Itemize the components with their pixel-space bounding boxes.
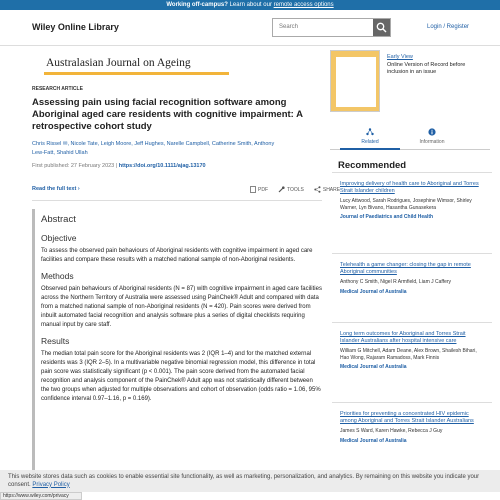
sidebar-tabs xyxy=(330,128,490,150)
browser-status-url: https://www.wiley.com/privacy xyxy=(0,492,82,500)
read-full-text-link[interactable]: Read the full text › xyxy=(32,186,80,192)
search-input[interactable] xyxy=(272,18,391,37)
recommended-item-authors: William G Mitchell, Adam Deane, Alex Brown, Shailesh Bihari, Hao Wong, Rajaram Ramadoss, Mark Finnis xyxy=(340,348,477,361)
recommended-item-authors: Anthony C Smith, Nigel R Armfield, Liam J Caffery xyxy=(340,279,452,285)
search-placeholder: Search xyxy=(279,24,299,30)
tab-information[interactable] xyxy=(402,128,462,145)
tab-related[interactable] xyxy=(340,128,400,150)
site-brand[interactable]: Wiley Online Library xyxy=(32,22,119,32)
methods-heading: Methods xyxy=(41,271,74,281)
objective-text: To assess the observed pain behaviours of Aboriginal residents with cognitive impairment in aged care facilities and compare these results with a matched national sample of non-Aboriginal residents. xyxy=(41,248,313,263)
recommended-item-authors: Lucy Attwood, Sarah Rodrigues, Josephine Wimsor, Shirley Warner, Lyn Bivano, Hasantha Gunasekera xyxy=(340,198,472,211)
article-type: RESEARCH ARTICLE xyxy=(32,86,83,92)
share-label: SHARE xyxy=(322,186,341,193)
share-icon xyxy=(314,186,321,193)
publication-info: First published: 27 February 2023 | https://doi.org/10.1111/ajag.13170 xyxy=(32,163,206,169)
article-tools xyxy=(250,186,340,193)
off-campus-text: Learn about our xyxy=(227,2,274,8)
divider xyxy=(32,200,322,201)
results-text: The median total pain score for the Aboriginal residents was 2 (IQR 1–4) and for the matched external residents was 3 (IQR 2–5). In a multivariable negative binomial regression model, this difference in total pain score was statistically significant (p < 0.001). The pain score derived from the automated facial recognition and analysis component of the PainChek® Adult app was not statistically different between the two groups when adjusted for multiple observations and cohort of observation (odds ratio = 1.06, 95% confidence interval 0.97–1.16, p = 0.169). xyxy=(41,351,321,402)
cover-inner xyxy=(336,57,376,107)
recommended-item-journal: Medical Journal of Australia xyxy=(340,364,407,370)
login-register-link[interactable]: Login / Register xyxy=(427,24,470,30)
share-button[interactable] xyxy=(314,186,340,193)
recommended-item-journal: Medical Journal of Australia xyxy=(340,437,407,444)
journal-accent-bar xyxy=(44,72,229,75)
off-campus-banner xyxy=(0,0,500,10)
recommended-item-title[interactable]: Long term outcomes for Aboriginal and Torres Strait Islander Australians after hospital intensive care xyxy=(340,331,466,344)
site-header xyxy=(0,10,500,46)
recommended-item-title[interactable]: Improving delivery of health care to Aboriginal and Torres Strait Islander children xyxy=(340,181,479,194)
pdf-button[interactable] xyxy=(250,186,268,193)
cookie-text: This website stores data such as cookies to enable essential site functionality, as well as marketing, personalization, and analytics. By remaining on this website you indicate your consent. xyxy=(8,474,480,488)
share-nodes-icon xyxy=(366,128,374,136)
tools-label: TOOLS xyxy=(287,186,304,193)
first-published: First published: 27 February 2023 xyxy=(32,163,115,169)
recommended-item-title[interactable]: Telehealth a game changer: closing the gap in remote Aboriginal communities xyxy=(340,262,471,275)
abstract-heading: Abstract xyxy=(41,214,76,225)
doi-link[interactable]: https://doi.org/10.1111/ajag.13170 xyxy=(118,163,206,169)
recommended-item-authors: James S Ward, Karen Hawke, Rebecca J Guy xyxy=(340,428,443,434)
early-view-desc: Online Version of Record before inclusion in an issue xyxy=(387,61,466,75)
early-view-link[interactable]: Early View xyxy=(387,54,413,60)
remote-access-link[interactable]: remote access options xyxy=(273,2,334,8)
recommended-item-journal: Medical Journal of Australia xyxy=(340,288,407,295)
journal-banner[interactable] xyxy=(44,54,229,78)
objective-heading: Objective xyxy=(41,233,77,243)
pdf-icon xyxy=(250,186,256,193)
methods-text: Observed pain behaviours of Aboriginal residents (N = 87) with cognitive impairment in aged care facilities across the Northern Territory of Australia were assessed using PainChek® Adult and compared with data from a matched national sample of non-Aboriginal residents (N = 420). Pain scores were derived from inbuilt automated facial recognition and analysis software plus a series of digital checklists requiring manual input by care staff. xyxy=(41,286,322,328)
wrench-icon xyxy=(278,186,285,193)
journal-cover-image[interactable] xyxy=(330,50,380,112)
abstract-section xyxy=(32,209,322,489)
journal-name: Australasian Journal on Ageing xyxy=(44,54,229,69)
article-authors[interactable]: Chris Rissel ✉, Nicole Tate, Leigh Moore, Jeff Hughes, Narelle Campbell, Catherine Smith, Anthony Lew-Fatt, Shahid Ullah xyxy=(32,141,275,156)
info-icon xyxy=(428,128,436,136)
results-heading: Results xyxy=(41,336,70,346)
cookie-banner xyxy=(0,470,500,492)
recommended-heading: Recommended xyxy=(338,160,407,171)
search-button[interactable] xyxy=(373,19,390,36)
privacy-policy-link[interactable]: Privacy Policy xyxy=(32,481,70,488)
early-view-box xyxy=(387,54,487,77)
recommended-item xyxy=(332,322,492,371)
recommended-item xyxy=(332,253,492,295)
recommended-item-journal: Journal of Paediatrics and Child Health xyxy=(340,214,434,220)
search-icon xyxy=(376,22,387,33)
recommended-item xyxy=(332,402,492,444)
tools-button[interactable] xyxy=(278,186,304,193)
recommended-item-title[interactable]: Priorities for preventing a concentrated HIV epidemic among Aboriginal and Torres Strait Islander Australians xyxy=(340,411,474,424)
article-title: Assessing pain using facial recognition software among Aboriginal aged care residents with cognitive impairment: A retrospective cohort study xyxy=(32,97,303,132)
tab-related-label: Related xyxy=(361,139,379,145)
tab-information-label: Information xyxy=(419,139,445,145)
off-campus-prefix: Working off-campus? xyxy=(166,2,228,8)
recommended-item xyxy=(332,172,492,221)
pdf-label: PDF xyxy=(258,186,268,193)
